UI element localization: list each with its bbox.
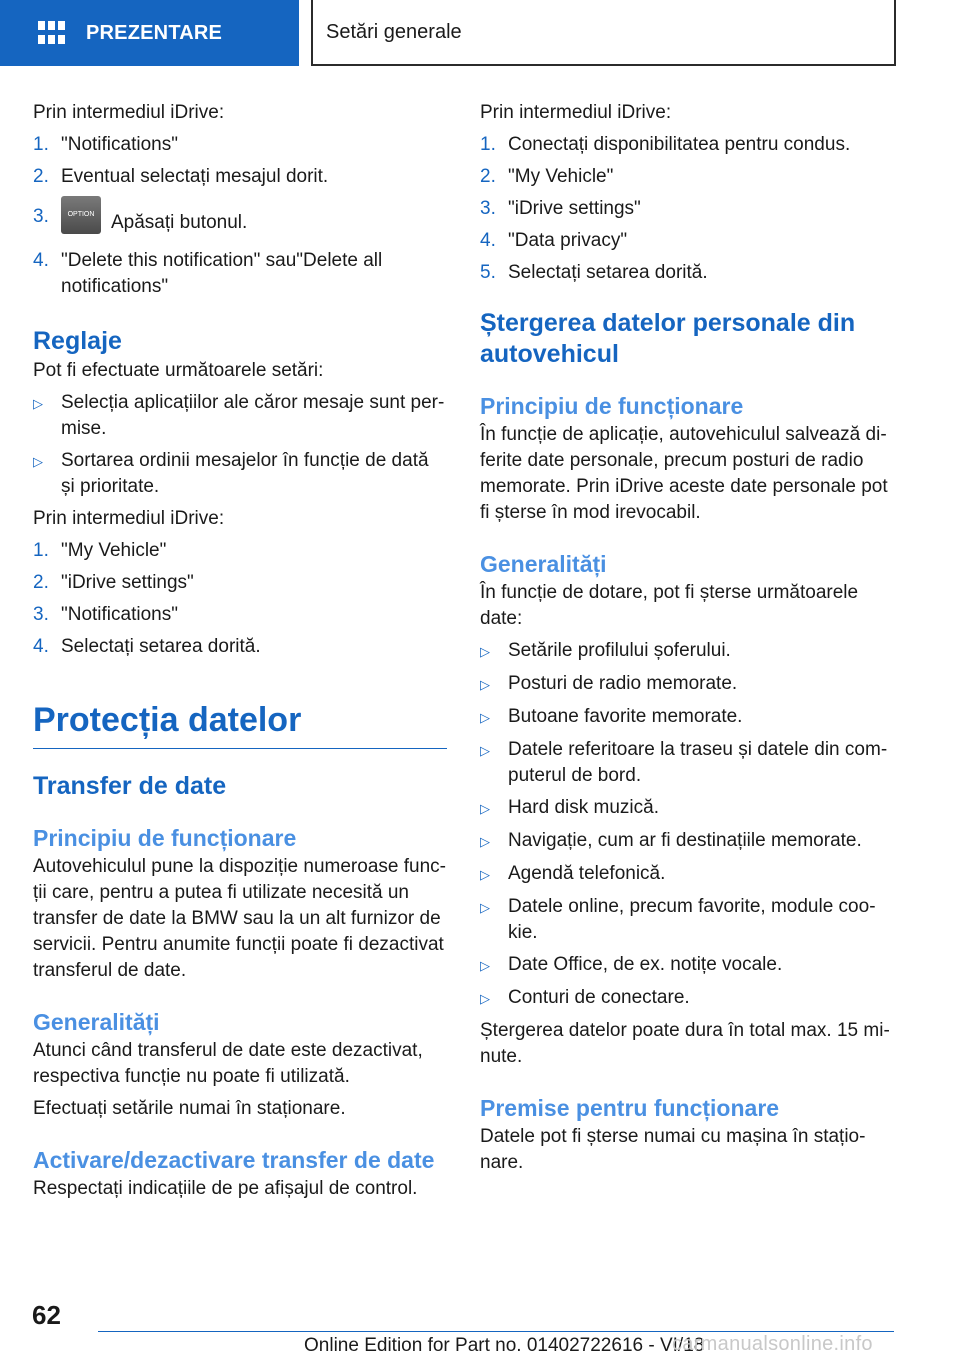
step-text: "Notifications" <box>61 134 178 155</box>
bullet-text: Hard disk muzică. <box>508 797 659 818</box>
list-item <box>33 390 447 442</box>
steps-list <box>33 132 447 300</box>
section-title: PREZENTARE <box>86 21 223 44</box>
heading-transfer-de-date: Transfer de date <box>33 772 227 800</box>
footer-divider <box>98 1331 894 1332</box>
list-item <box>480 196 890 222</box>
heading-generalitati: Generalități <box>480 551 607 577</box>
footer-edition: Online Edition for Part no. 01402722616 - VI/18 <box>304 1335 705 1356</box>
step-text-label: Apăsați butonul. <box>111 212 248 234</box>
heading-principiu: Principiu de funcționare <box>480 393 744 419</box>
step-number: 4. <box>33 636 49 657</box>
triangle-bullet-icon: ▷ <box>480 991 490 1006</box>
triangle-bullet-icon: ▷ <box>480 958 490 973</box>
header-section-tab[interactable] <box>0 0 299 66</box>
option-button-icon: OPTION <box>61 196 101 234</box>
step-text <box>61 204 447 242</box>
bullet-text: Butoane favorite memorate. <box>508 706 743 727</box>
triangle-bullet-icon: ▷ <box>33 396 43 411</box>
bullet-text: Date Office, de ex. notițe vocale. <box>508 954 783 975</box>
heading-activare: Activare/dezactivare transfer de date <box>33 1147 435 1173</box>
right-column <box>480 100 890 1176</box>
bullet-list <box>33 390 447 500</box>
list-item <box>480 260 890 286</box>
list-item <box>33 132 447 158</box>
triangle-bullet-icon: ▷ <box>480 677 490 692</box>
page-number: 62 <box>32 1300 61 1330</box>
paragraph: Efectuați setările numai în staționare. <box>33 1098 346 1119</box>
step-text: "iDrive settings" <box>508 198 641 219</box>
bullet-text: Posturi de radio memorate. <box>508 673 738 694</box>
list-item <box>480 952 890 979</box>
triangle-bullet-icon: ▷ <box>480 834 490 849</box>
bullet-text: Agendă telefonică. <box>508 863 666 884</box>
step-number: 5. <box>480 262 496 283</box>
step-text: "Notifications" <box>61 604 178 625</box>
list-item <box>480 737 890 789</box>
paragraph: Datele pot fi șterse numai cu mașina în staționare. <box>480 1126 866 1173</box>
triangle-bullet-icon: ▷ <box>480 867 490 882</box>
step-text: "Data privacy" <box>508 230 628 251</box>
heading-protectia-datelor: Protecția datelor <box>33 700 447 749</box>
list-item <box>33 164 447 190</box>
paragraph: Autovehiculul pune la dispoziție numeroase funcții care, pentru a putea fi utilizate necesită un transfer de date la BMW sau la un alt furnizor de servicii. Pentru anumite funcții poate fi dezactivat transferul de date. <box>33 856 446 981</box>
step-text: "My Vehicle" <box>61 540 167 561</box>
list-item <box>480 795 890 822</box>
list-item <box>480 828 890 855</box>
triangle-bullet-icon: ▷ <box>480 710 490 725</box>
step-number: 2. <box>33 166 49 187</box>
list-item <box>33 448 447 500</box>
step-text: "My Vehicle" <box>508 166 614 187</box>
list-item <box>33 570 447 596</box>
heading-premise: Premise pentru funcționare <box>480 1095 780 1121</box>
triangle-bullet-icon: ▷ <box>480 644 490 659</box>
list-item <box>33 634 447 660</box>
left-column <box>33 100 447 1202</box>
step-number: 3. <box>33 604 49 625</box>
list-item <box>480 164 890 190</box>
bullet-text: Setările profilului șoferului. <box>508 640 731 661</box>
heading-reglaje: Reglaje <box>33 327 122 355</box>
list-item <box>480 894 890 946</box>
step-text: Selectați setarea dorită. <box>61 636 261 657</box>
step-number: 4. <box>33 250 49 271</box>
step-number: 1. <box>33 134 49 155</box>
paragraph: În funcție de aplicație, autovehiculul salvează diferite date personale, precum posturi de radio memorate. Prin iDrive aceste date personale pot fi șterse în mod irevocabil. <box>480 424 888 523</box>
list-item <box>480 638 890 665</box>
steps-list <box>33 538 447 660</box>
triangle-bullet-icon: ▷ <box>480 801 490 816</box>
list-item <box>33 602 447 628</box>
heading-principiu: Principiu de funcționare <box>33 825 297 851</box>
triangle-bullet-icon: ▷ <box>480 743 490 758</box>
list-item <box>480 228 890 254</box>
bullet-text: Datele online, precum favorite, module cookie. <box>508 896 876 943</box>
step-text: Conectați disponibilitatea pentru condus. <box>508 134 851 155</box>
paragraph: Prin intermediul iDrive: <box>33 508 225 529</box>
list-item <box>33 204 447 242</box>
step-number: 3. <box>480 198 496 219</box>
subsection-title: Setări generale <box>326 20 462 43</box>
grid-menu-icon <box>38 21 66 45</box>
triangle-bullet-icon: ▷ <box>480 900 490 915</box>
paragraph: Ștergerea datelor poate dura în total max. 15 minute. <box>480 1020 890 1067</box>
bullet-list <box>480 638 890 1012</box>
list-item <box>33 538 447 564</box>
paragraph: În funcție de dotare, pot fi șterse următoarele date: <box>480 582 859 629</box>
list-item <box>480 985 890 1012</box>
step-number: 4. <box>480 230 496 251</box>
watermark-text: carmanualsonline.info <box>672 1333 873 1355</box>
step-text: Eventual selectați mesajul dorit. <box>61 166 329 187</box>
bullet-text: Sortarea ordinii mesajelor în funcție de dată și prioritate. <box>61 450 429 497</box>
step-number: 1. <box>480 134 496 155</box>
paragraph: Pot fi efectuate următoarele setări: <box>33 360 324 381</box>
step-text: "iDrive settings" <box>61 572 194 593</box>
paragraph: Respectați indicațiile de pe afișajul de control. <box>33 1178 418 1199</box>
heading-generalitati: Generalități <box>33 1009 160 1035</box>
step-number: 1. <box>33 540 49 561</box>
bullet-text: Conturi de conectare. <box>508 987 690 1008</box>
step-number: 2. <box>33 572 49 593</box>
list-item <box>480 704 890 731</box>
bullet-text: Datele referitoare la traseu și datele din computerul de bord. <box>508 739 888 786</box>
step-text: "Delete this notification" sau"Delete all notifications" <box>61 250 383 297</box>
paragraph: Prin intermediul iDrive: <box>33 102 225 123</box>
step-text: Selectați setarea dorită. <box>508 262 708 283</box>
heading-stergerea-datelor: Ștergerea datelor personale din autovehicul <box>480 309 856 368</box>
step-number: 3. <box>33 206 49 227</box>
paragraph: Prin intermediul iDrive: <box>480 102 672 123</box>
header-subsection <box>311 0 896 66</box>
list-item <box>480 861 890 888</box>
bullet-text: Selecția aplicațiilor ale căror mesaje sunt permise. <box>61 392 445 439</box>
triangle-bullet-icon: ▷ <box>33 454 43 469</box>
list-item <box>33 248 447 300</box>
steps-list <box>480 132 890 286</box>
list-item <box>480 671 890 698</box>
step-number: 2. <box>480 166 496 187</box>
list-item <box>480 132 890 158</box>
bullet-text: Navigație, cum ar fi destinațiile memorate. <box>508 830 862 851</box>
paragraph: Atunci când transferul de date este dezactivat, respectiva funcție nu poate fi utilizată. <box>33 1040 423 1087</box>
